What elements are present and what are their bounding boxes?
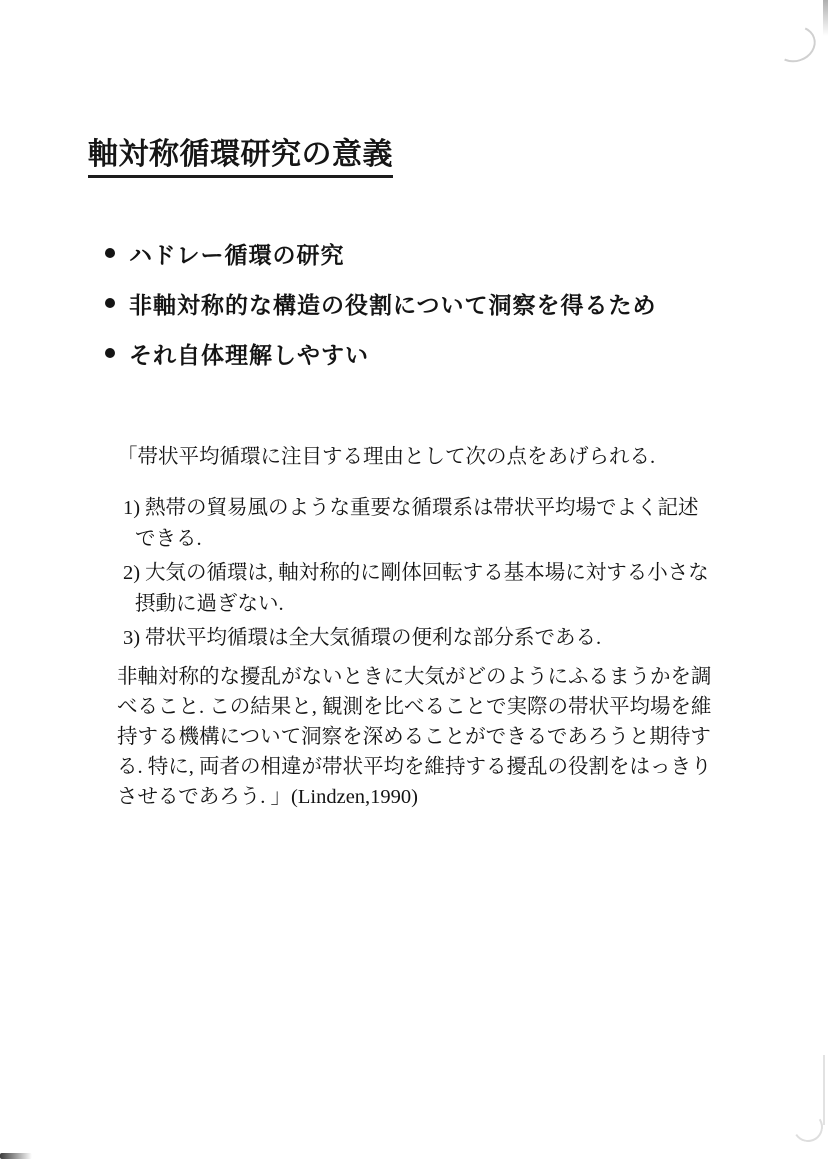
scan-artifact-edge-line-bottom-right [823, 1055, 825, 1125]
scan-artifact-page-curl-top-right [769, 20, 820, 67]
bullet-icon [105, 348, 115, 358]
quote-intro [117, 443, 712, 471]
numbered-item-line [123, 493, 712, 524]
item-text: 大気の循環は, 軸対称的に剛体回転する基本場に対する小さな [145, 562, 709, 584]
quotation-block [117, 443, 712, 812]
paragraph-line: させるであろう. 」(Lindzen,1990) [117, 786, 418, 808]
bullet-icon [105, 298, 115, 308]
numbered-item-line: できる. [135, 528, 202, 550]
paragraph-line: 持する機構について洞察を深めることができるであろうと期待す [117, 726, 711, 748]
numbered-list [123, 493, 712, 654]
scan-artifact-page-curl-bottom-right [790, 1109, 826, 1145]
item-number: 3) [123, 627, 141, 649]
list-item [105, 340, 657, 366]
item-number: 2) [123, 562, 141, 584]
bullet-item-label: それ自体理解しやすい [129, 341, 369, 368]
numbered-item-line: 摂動に過ぎない. [135, 593, 284, 615]
bullet-item-label: 非軸対称的な構造の役割について洞察を得るため [129, 291, 657, 318]
list-item [105, 240, 657, 266]
paragraph-line: 非軸対称的な擾乱がないときに大気がどのようにふるまうかを調 [117, 666, 712, 688]
numbered-item [123, 558, 712, 620]
paragraph-line: べること. この結果と, 観測を比べることで実際の帯状平均場を維 [117, 696, 712, 718]
scan-artifact-edge-shadow-top-right [823, 0, 828, 36]
item-text: 熱帯の貿易風のような重要な循環系は帯状平均場でよく記述 [145, 497, 699, 519]
numbered-item-line [123, 558, 712, 589]
item-text: 帯状平均循環は全大気循環の便利な部分系である. [145, 627, 602, 649]
quote-intro-line: 「帯状平均循環に注目する理由として次の点をあげられる. [117, 446, 656, 468]
numbered-item-line [123, 623, 712, 654]
list-item [105, 290, 657, 316]
numbered-item [123, 493, 712, 555]
page-title: 軸対称循環研究の意義 [88, 138, 393, 178]
paragraph-line: る. 特に, 両者の相違が帯状平均を維持する擾乱の役割をはっきり [117, 756, 712, 778]
scan-artifact-smudge-bottom-left [0, 1153, 32, 1159]
bullet-icon [105, 248, 115, 258]
quote-paragraph [117, 662, 712, 812]
bullet-item-label: ハドレー循環の研究 [129, 241, 345, 268]
numbered-item [123, 623, 712, 654]
bullet-list [105, 240, 657, 390]
item-number: 1) [123, 497, 141, 519]
